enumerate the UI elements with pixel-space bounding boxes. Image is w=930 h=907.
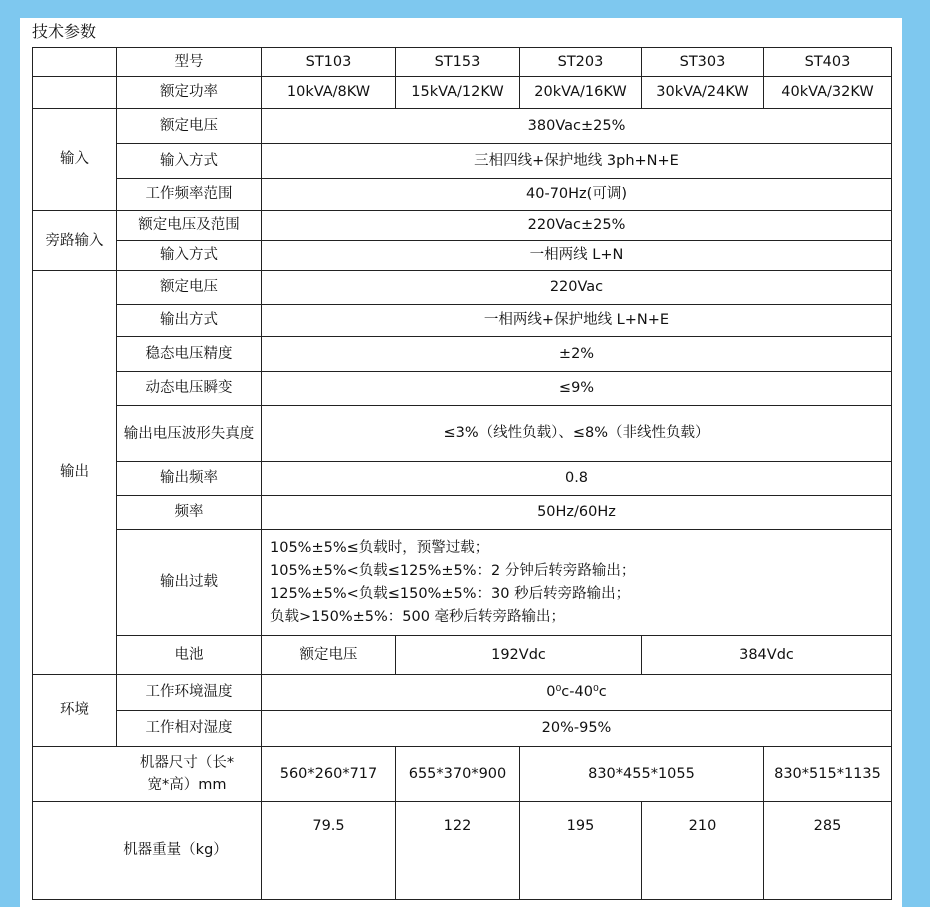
value-cell: 三相四线+保护地线 3ph+N+E [262,144,892,179]
overload-line: 负载>150%±5%：500 毫秒后转旁路输出； [270,608,566,625]
value-cell: 40-70Hz(可调) [262,179,892,211]
value-cell: 50Hz/60Hz [262,496,892,530]
value-cell: 830*455*1055 [520,747,764,802]
value-cell: 384Vdc [642,636,892,675]
model-cell: ST153 [396,48,520,77]
value-cell: 220Vac±25% [262,211,892,241]
row-label: 输出过载 [117,530,262,636]
group-label: 输出 [33,271,117,675]
row-label: 工作频率范围 [117,179,262,211]
row-label: 机器重量（kg） [33,802,262,900]
value-cell: 655*370*900 [396,747,520,802]
value-cell: ±2% [262,337,892,372]
table-row [33,406,892,462]
group-label: 输入 [33,109,117,211]
row-label: 工作相对湿度 [117,711,262,747]
value-cell: 192Vdc [396,636,642,675]
table-row [33,271,892,305]
row-label: 输入方式 [117,241,262,271]
row-label: 频率 [117,496,262,530]
page-title: 技术参数 [32,22,97,41]
table-row [33,305,892,337]
value-cell: ≤9% [262,372,892,406]
value-cell: 0⁰c-40⁰c [262,675,892,711]
value-cell: 380Vac±25% [262,109,892,144]
value-cell: 20%-95% [262,711,892,747]
row-label: 输出频率 [117,462,262,496]
group-label: 旁路输入 [33,211,117,271]
table-row [33,241,892,271]
table-row [33,48,892,77]
row-label: 稳态电压精度 [117,337,262,372]
value-cell: 40kVA/32KW [764,77,892,109]
value-cell: 10kVA/8KW [262,77,396,109]
table-row [33,109,892,144]
table-row [33,711,892,747]
value-cell: 122 [396,802,520,900]
blank-cell [33,77,117,109]
group-label: 环境 [33,675,117,747]
row-label: 额定电压 [262,636,396,675]
model-cell: ST203 [520,48,642,77]
spec-sheet [20,18,902,907]
overload-line: 105%±5%≤负载时，预警过载； [270,539,490,556]
value-cell: 560*260*717 [262,747,396,802]
table-row [33,530,892,636]
value-cell: 一相两线 L+N [262,241,892,271]
value-cell: 0.8 [262,462,892,496]
value-cell: ≤3%（线性负载）、≤8%（非线性负载） [262,406,892,462]
table-row [33,337,892,372]
table-row [33,211,892,241]
row-label: 输出电压波形失真度 [117,406,262,462]
table-row [33,77,892,109]
row-label: 动态电压瞬变 [117,372,262,406]
value-cell: 20kVA/16KW [520,77,642,109]
value-cell: 一相两线+保护地线 L+N+E [262,305,892,337]
value-cell: 79.5 [262,802,396,900]
overload-line: 105%±5%<负载≤125%±5%：2 分钟后转旁路输出； [270,562,636,579]
value-cell: 830*515*1135 [764,747,892,802]
spec-table [32,47,892,900]
row-label: 额定电压 [117,109,262,144]
table-row [33,496,892,530]
row-label: 型号 [117,48,262,77]
table-row [33,372,892,406]
row-label: 额定功率 [117,77,262,109]
table-row [33,636,892,675]
table-row [33,144,892,179]
value-cell: 220Vac [262,271,892,305]
model-cell: ST303 [642,48,764,77]
row-label: 输出方式 [117,305,262,337]
table-row [33,179,892,211]
row-label: 额定电压及范围 [117,211,262,241]
row-label: 机器尺寸（长*宽*高）mm [33,747,262,802]
model-cell: ST103 [262,48,396,77]
value-cell: 210 [642,802,764,900]
row-label: 工作环境温度 [117,675,262,711]
blank-cell [33,48,117,77]
table-row [33,802,892,900]
table-row [33,747,892,802]
row-label: 输入方式 [117,144,262,179]
value-cell: 15kVA/12KW [396,77,520,109]
value-cell: 195 [520,802,642,900]
overload-notes [262,530,892,636]
group-label: 电池 [117,636,262,675]
row-label: 额定电压 [117,271,262,305]
model-cell: ST403 [764,48,892,77]
overload-line: 125%±5%<负载≤150%±5%：30 秒后转旁路输出； [270,585,631,602]
value-cell: 30kVA/24KW [642,77,764,109]
value-cell: 285 [764,802,892,900]
table-row [33,675,892,711]
table-row [33,462,892,496]
